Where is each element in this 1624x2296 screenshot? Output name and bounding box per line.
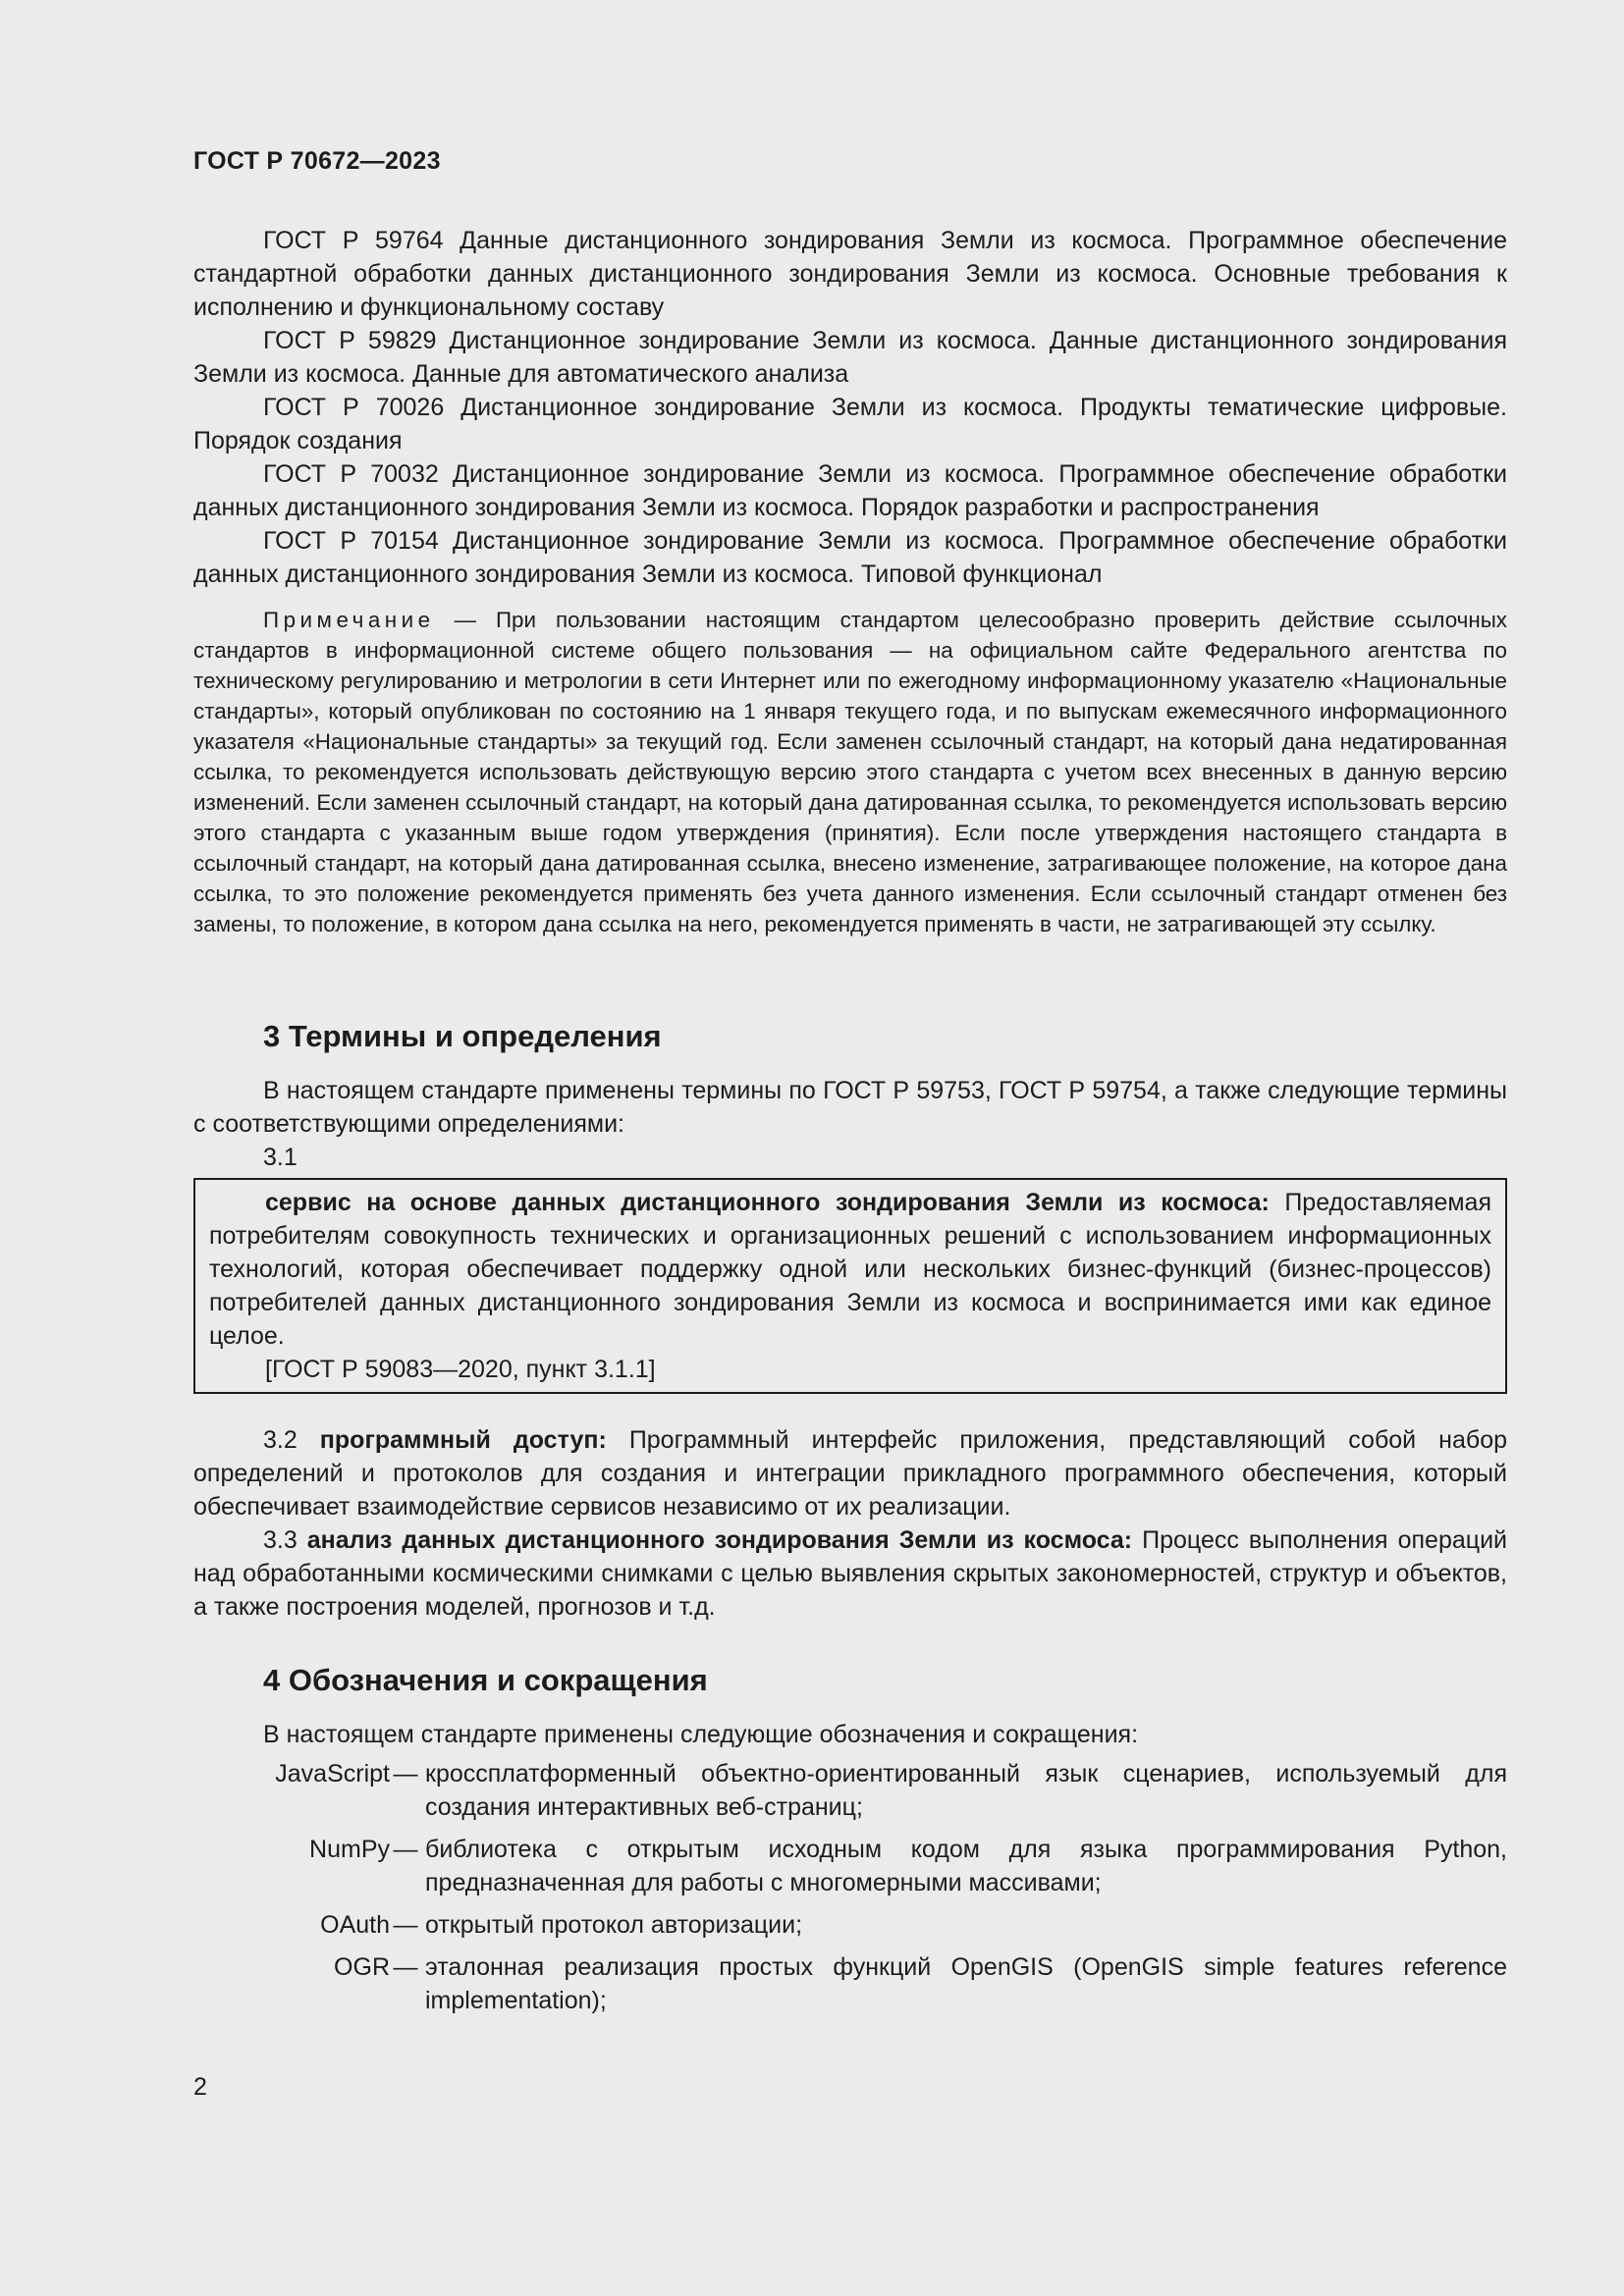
- section-abbreviations: [193, 1661, 1507, 2026]
- term-3-3-definition: Процесс выполнения операций над обработанными космическими снимками с целью выявления скрытых закономерностей, структур и объектов, а также построения моделей, прогнозов и т.д.: [193, 1526, 1507, 1621]
- note-paragraph: [193, 605, 1507, 939]
- section-3-title: 3 Термины и определения: [263, 1019, 662, 1053]
- abbreviation-term: NumPy: [309, 1836, 390, 1863]
- abbreviation-row: [193, 1833, 1507, 1899]
- abbreviation-definition: кроссплатформенный объектно-ориентированный язык сценариев, используемый для создания интерактивных веб-страниц;: [425, 1760, 1507, 1821]
- reference-item: ГОСТ Р 70026 Дистанционное зондирование Земли из космоса. Продукты тематические цифровые. Порядок создания: [193, 394, 1507, 454]
- abbreviation-row: [193, 1950, 1507, 2017]
- abbreviation-row: [193, 1757, 1507, 1824]
- term-3-2-definition: Программный интерфейс приложения, представляющий собой набор определений и протоколов для создания и интеграции прикладного программного обеспечения, который обеспечивает взаимодействие сервисов независимо от их реализации.: [193, 1426, 1507, 1521]
- term-3-1-term: сервис на основе данных дистанционного зондирования Земли из космоса:: [265, 1189, 1270, 1216]
- document-header: ГОСТ Р 70672—2023: [193, 147, 441, 175]
- abbreviation-term: OGR: [334, 1953, 390, 1981]
- term-3-3: [193, 1523, 1507, 1624]
- abbreviation-dash: —: [393, 1911, 418, 1939]
- section-4-title: 4 Обозначения и сокращения: [263, 1663, 708, 1697]
- abbreviation-definition: эталонная реализация простых функций OpenGIS (OpenGIS simple features reference implementation);: [425, 1953, 1507, 2014]
- term-3-2-number: 3.2: [263, 1426, 320, 1454]
- abbreviation-dash: —: [393, 1760, 418, 1788]
- term-3-2: [193, 1423, 1507, 1523]
- reference-item: ГОСТ Р 59764 Данные дистанционного зондирования Земли из космоса. Программное обеспечение стандартной обработки данных дистанционного зондирования Земли из космоса. Основные требования к исполнению и функциональному составу: [193, 227, 1507, 321]
- term-3-2-term: программный доступ:: [319, 1426, 607, 1454]
- abbreviation-term: JavaScript: [275, 1760, 390, 1788]
- term-3-3-term: анализ данных дистанционного зондирования Земли из космоса:: [306, 1526, 1133, 1554]
- section-3-intro: В настоящем стандарте применены термины по ГОСТ Р 59753, ГОСТ Р 59754, а также следующие термины с соответствующими определениями:: [193, 1077, 1507, 1138]
- abbreviation-row: [193, 1908, 1507, 1942]
- reference-item: ГОСТ Р 59829 Дистанционное зондирование Земли из космоса. Данные дистанционного зондирования Земли из космоса. Данные для автоматического анализа: [193, 327, 1507, 388]
- abbreviation-dash: —: [393, 1953, 418, 1981]
- normative-references: [193, 224, 1507, 939]
- abbreviation-definition: открытый протокол авторизации;: [425, 1911, 803, 1939]
- note-label: Примечание: [263, 608, 435, 632]
- term-3-1-box: [193, 1178, 1507, 1394]
- reference-item: ГОСТ Р 70032 Дистанционное зондирование Земли из космоса. Программное обеспечение обработки данных дистанционного зондирования Земли из космоса. Порядок разработки и распространения: [193, 460, 1507, 521]
- abbreviation-dash: —: [393, 1836, 418, 1863]
- term-3-1-source: [ГОСТ Р 59083—2020, пункт 3.1.1]: [265, 1356, 656, 1383]
- term-3-1-text: [209, 1186, 1491, 1353]
- abbreviation-definition: библиотека с открытым исходным кодом для языка программирования Python, предназначенная для работы с многомерными массивами;: [425, 1836, 1507, 1896]
- term-3-1-definition: Предоставляемая потребителям совокупность технических и организационных решений с использованием информационных технологий, которая обеспечивает поддержку одной или нескольких бизнес-функций (бизнес-процессов) потребителей данных дистанционного зондирования Земли из космоса и воспринимается ими как единое целое.: [209, 1189, 1491, 1350]
- section-4-intro: В настоящем стандарте применены следующие обозначения и сокращения:: [263, 1721, 1139, 1748]
- note-text: — При пользовании настоящим стандартом целесообразно проверить действие ссылочных стандартов в информационной системе общего пользования — на официальном сайте Федерального агентства по техническому регулированию и метрологии в сети Интернет или по ежегодному информационному указателю «Национальные стандарты», который опубликован по состоянию на 1 января текущего года, и по выпускам ежемесячного информационного указателя «Национальные стандарты» за текущий год. Если заменен ссылочный стандарт, на который дана недатированная ссылка, то рекомендуется использовать действующую версию этого стандарта с учетом всех внесенных в данную версию изменений. Если заменен ссылочный стандарт, на который дана датированная ссылка, то рекомендуется использовать версию этого стандарта с указанным выше годом утверждения (принятия). Если после утверждения настоящего стандарта в ссылочный стандарт, на который дана датированная ссылка, внесено изменение, затрагивающее положение, на которое дана ссылка, то это положение рекомендуется применять без учета данного изменения. Если ссылочный стандарт отменен без замены, то положение, в котором дана ссылка на него, рекомендуется применять в части, не затрагивающей эту ссылку.: [193, 608, 1507, 936]
- term-3-3-number: 3.3: [263, 1526, 307, 1554]
- section-terms: [193, 1017, 1507, 1624]
- abbreviation-term: OAuth: [320, 1911, 390, 1939]
- term-3-1-number: 3.1: [263, 1144, 298, 1171]
- reference-item: ГОСТ Р 70154 Дистанционное зондирование Земли из космоса. Программное обеспечение обработки данных дистанционного зондирования Земли из космоса. Типовой функционал: [193, 527, 1507, 588]
- page-number: 2: [193, 2073, 207, 2101]
